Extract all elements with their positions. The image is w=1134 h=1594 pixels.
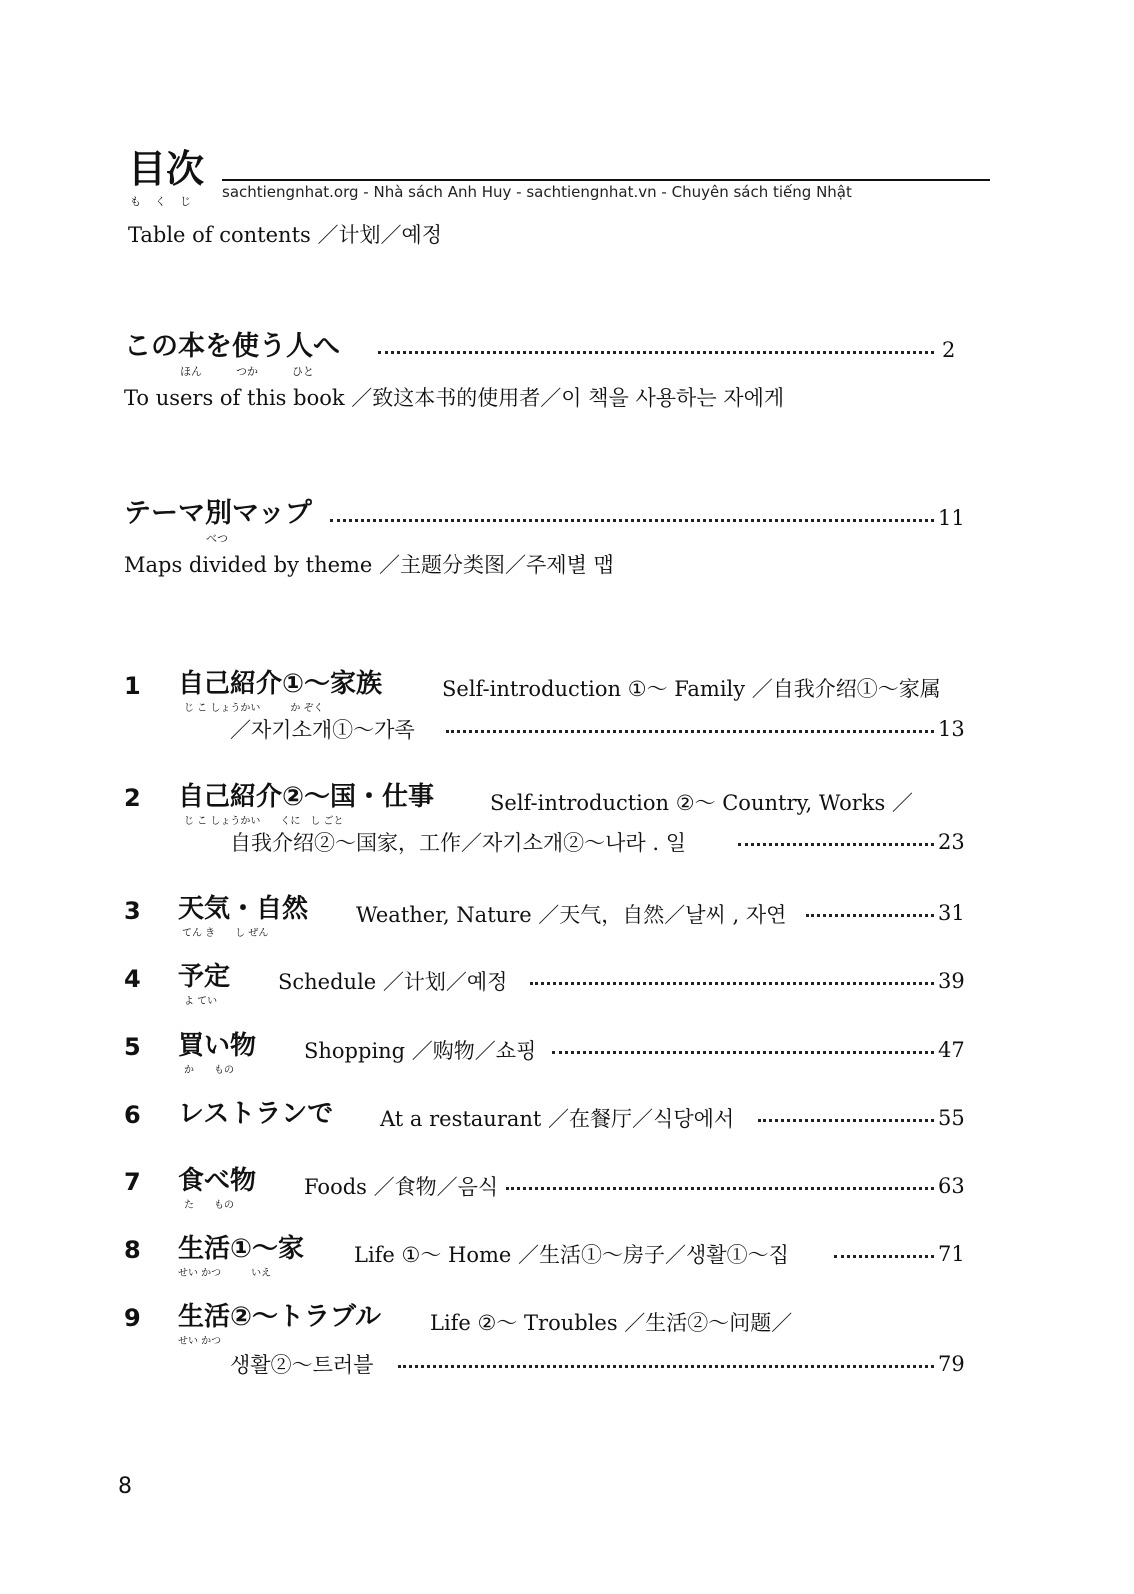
dot-leader — [758, 1104, 934, 1126]
chapter-number: 6 — [124, 1101, 141, 1129]
chapter-title: 予定 — [178, 962, 231, 992]
dot-leader — [552, 1036, 934, 1058]
dot-leader — [378, 336, 934, 358]
dot-leader — [398, 1350, 934, 1372]
page-ref: 71 — [938, 1242, 965, 1266]
chapter-subtitle: Shopping ／购物／쇼핑 — [304, 1039, 537, 1063]
chapter-ruby: よ てい — [184, 996, 218, 1007]
page-ref: 47 — [938, 1038, 965, 1062]
chapter-ruby: じ こ しょうかい くに し ごと — [184, 816, 344, 827]
title-rule — [222, 179, 990, 181]
chapter-subtitle: Life ②～ Troubles ／生活②～问题／ — [430, 1311, 793, 1335]
dot-leader — [834, 1240, 934, 1262]
section-ruby: ほん — [180, 365, 202, 378]
chapter-number: 9 — [124, 1304, 141, 1332]
section-ruby: ひと — [292, 365, 314, 378]
chapter-title: 食べ物 — [178, 1166, 257, 1196]
page-ref: 13 — [938, 717, 965, 741]
chapter-subtitle: Schedule ／计划／예정 — [278, 970, 508, 994]
chapter-title: 自己紹介②～国・仕事 — [178, 782, 435, 812]
watermark: sachtiengnhat.org - Nhà sách Anh Huy - sachtiengnhat.vn - Chuyên sách tiếng Nhật — [222, 183, 852, 201]
page-subtitle: Table of contents ／计划／예정 — [128, 223, 443, 247]
page-ref: 79 — [938, 1352, 965, 1376]
page-ref: 63 — [938, 1174, 965, 1198]
section-ruby: つか — [236, 365, 258, 378]
chapter-number: 7 — [124, 1168, 141, 1196]
page-title: 目次 — [128, 147, 205, 191]
chapter-subtitle: Foods ／食物／음식 — [304, 1175, 499, 1199]
page-number: 8 — [118, 1474, 132, 1499]
chapter-number: 2 — [124, 784, 141, 812]
dot-leader — [330, 504, 934, 526]
section-title-maps: テーマ別マップ — [124, 498, 312, 529]
chapter-title: 自己紹介①～家族 — [178, 669, 383, 699]
page-ref: 39 — [938, 969, 965, 993]
chapter-subtitle: Self-introduction ①～ Family ／自我介绍①～家属 — [442, 677, 941, 701]
page-ref: 2 — [942, 338, 956, 362]
section-subtitle: Maps divided by theme ／主题分类图／주제별 맵 — [124, 553, 614, 577]
chapter-ruby: た もの — [184, 1200, 234, 1211]
dot-leader — [806, 899, 934, 921]
chapter-ruby: か もの — [184, 1065, 234, 1076]
chapter-subtitle: 自我介绍②～国家，工作／자기소개②～나라 . 일 — [230, 831, 687, 855]
section-subtitle: To users of this book ／致这本书的使用者／이 책을 사용하는 자에게 — [124, 386, 785, 410]
page-ref: 23 — [938, 830, 965, 854]
chapter-number: 5 — [124, 1033, 141, 1061]
chapter-title: 生活②～トラブル — [178, 1302, 381, 1332]
chapter-subtitle: Life ①～ Home ／生活①～房子／생활①～집 — [354, 1243, 789, 1267]
dot-leader — [506, 1172, 934, 1194]
dot-leader — [738, 828, 934, 850]
dot-leader — [446, 715, 934, 737]
chapter-subtitle: 생활②～트러블 — [230, 1353, 374, 1377]
chapter-title: 生活①～家 — [178, 1234, 305, 1264]
chapter-title: 天気・自然 — [178, 894, 309, 924]
chapter-ruby: てん き し ぜん — [182, 928, 269, 939]
dot-leader — [530, 967, 934, 989]
chapter-title: レストランで — [178, 1099, 334, 1129]
section-title-users: この本を使う人へ — [124, 331, 340, 362]
chapter-number: 8 — [124, 1236, 141, 1264]
chapter-ruby: せい かつ いえ — [178, 1268, 272, 1279]
page-ref: 55 — [938, 1106, 965, 1130]
page-ref: 11 — [938, 506, 965, 530]
chapter-subtitle: At a restaurant ／在餐厅／식당에서 — [380, 1107, 735, 1131]
chapter-number: 3 — [124, 897, 141, 925]
chapter-ruby: じ こ しょうかい か ぞく — [184, 703, 324, 714]
chapter-title: 買い物 — [178, 1031, 257, 1061]
section-ruby: べつ — [206, 532, 228, 545]
page-ref: 31 — [938, 901, 965, 925]
title-ruby: もくじ — [130, 195, 205, 208]
chapter-number: 4 — [124, 965, 141, 993]
chapter-number: 1 — [124, 672, 141, 700]
chapter-ruby: せい かつ — [178, 1336, 222, 1347]
chapter-subtitle: Self-introduction ②～ Country, Works ／ — [490, 791, 913, 815]
chapter-subtitle: ／자기소개①～가족 — [230, 718, 415, 742]
chapter-subtitle: Weather, Nature ／天气，自然／날씨 , 자연 — [356, 903, 787, 927]
